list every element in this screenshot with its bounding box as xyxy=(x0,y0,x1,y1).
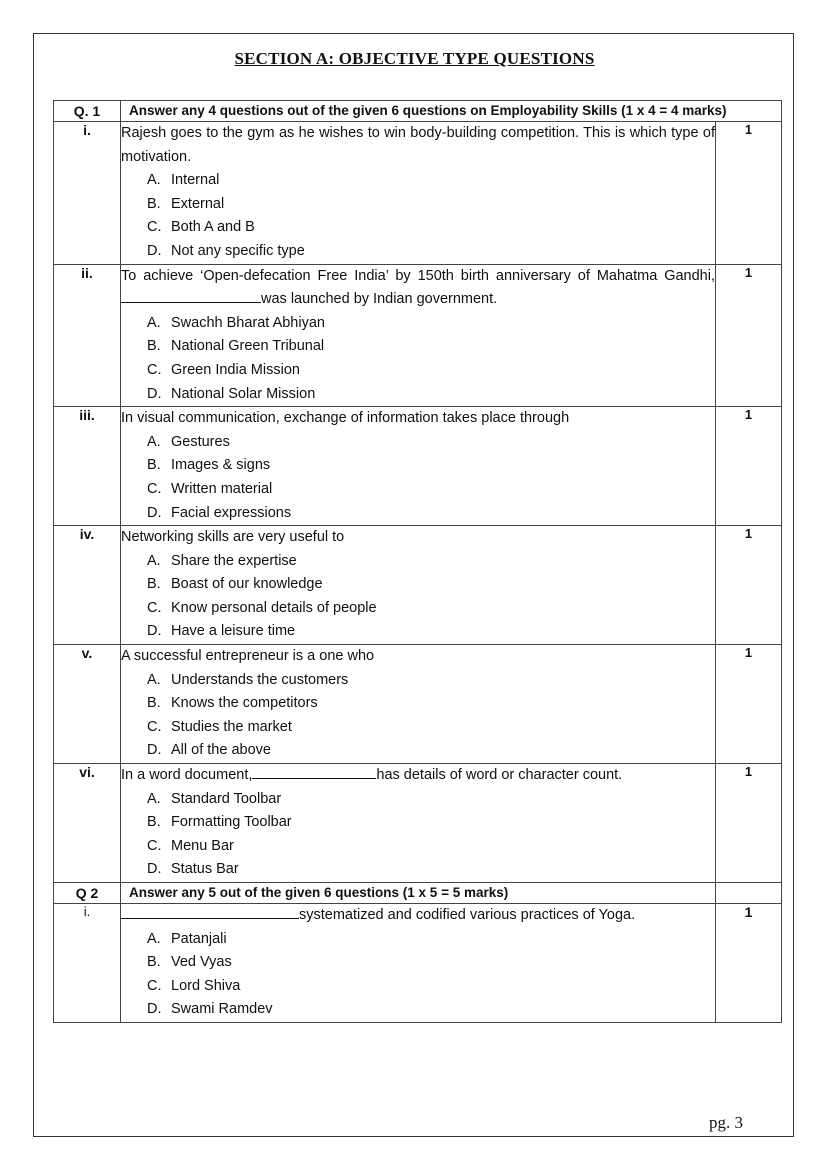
section-title: SECTION A: OBJECTIVE TYPE QUESTIONS xyxy=(234,49,595,68)
option-a: A. Swachh Bharat Abhiyan xyxy=(147,314,325,331)
option-c: C. Menu Bar xyxy=(147,837,234,854)
question-stem: A successful entrepreneur is a one who xyxy=(121,648,375,665)
option-list xyxy=(121,928,715,1022)
q2-marks-empty xyxy=(715,883,781,904)
option-b: B. Images & signs xyxy=(147,457,271,474)
option-c: C. Lord Shiva xyxy=(147,977,241,994)
q2-instruction: Answer any 5 out of the given 6 questions (1 x 5 = 5 marks) xyxy=(121,883,716,904)
question-row xyxy=(54,645,782,764)
page-number: pg. 3 xyxy=(709,1113,743,1132)
option-d: D. National Solar Mission xyxy=(147,385,316,402)
q2-number: Q 2 xyxy=(54,883,121,904)
q1-number: Q. 1 xyxy=(54,101,121,122)
question-number: v. xyxy=(54,645,121,764)
option-c: C. Know personal details of people xyxy=(147,599,377,616)
option-c: C. Green India Mission xyxy=(147,361,300,378)
option-d: D. Have a leisure time xyxy=(147,623,296,640)
option-a: A. Understands the customers xyxy=(147,671,349,688)
question-number: i. xyxy=(54,904,121,1023)
option-d: D. Swami Ramdev xyxy=(147,1001,273,1018)
fill-blank xyxy=(252,764,376,779)
option-b: B. National Green Tribunal xyxy=(147,338,325,355)
question-stem: In visual communication, exchange of information takes place through xyxy=(121,410,570,427)
option-a: A. Gestures xyxy=(147,433,230,450)
option-b: B. Boast of our knowledge xyxy=(147,576,323,593)
question-row xyxy=(54,904,782,1023)
option-d: D. All of the above xyxy=(147,742,271,759)
question-row xyxy=(54,407,782,526)
option-d: D. Status Bar xyxy=(147,861,239,878)
question-stem: Networking skills are very useful to xyxy=(121,529,345,546)
question-number: i. xyxy=(54,122,121,265)
marks: 1 xyxy=(715,526,781,645)
marks: 1 xyxy=(715,764,781,883)
question-content xyxy=(121,264,716,407)
question-row xyxy=(54,264,782,407)
fill-blank xyxy=(121,904,299,919)
question-number: iv. xyxy=(54,526,121,645)
option-a: A. Standard Toolbar xyxy=(147,790,282,807)
option-b: B. External xyxy=(147,195,225,212)
option-c: C. Studies the market xyxy=(147,718,292,735)
option-b: B. Formatting Toolbar xyxy=(147,814,292,831)
option-d: D. Not any specific type xyxy=(147,242,305,259)
option-list xyxy=(121,312,715,406)
option-list xyxy=(121,550,715,644)
q1-header-row xyxy=(54,101,782,122)
question-content xyxy=(121,645,716,764)
question-content xyxy=(121,764,716,883)
question-number: vi. xyxy=(54,764,121,883)
question-content xyxy=(121,526,716,645)
question-row xyxy=(54,764,782,883)
marks: 1 xyxy=(715,904,781,1023)
marks: 1 xyxy=(715,407,781,526)
question-content xyxy=(121,122,716,265)
option-list xyxy=(121,788,715,882)
option-list xyxy=(121,669,715,763)
option-d: D. Facial expressions xyxy=(147,504,292,521)
option-a: A. Internal xyxy=(147,172,220,189)
question-stem: To achieve ‘Open-defecation Free India’ by 150th birth anniversary of Mahatma Gandhi,was launched by Indian government. xyxy=(121,267,715,308)
question-row xyxy=(54,526,782,645)
option-c: C. Both A and B xyxy=(147,219,255,236)
question-content xyxy=(121,904,716,1023)
option-list xyxy=(121,431,715,525)
option-list xyxy=(121,169,715,263)
option-a: A. Patanjali xyxy=(147,930,227,947)
option-b: B. Ved Vyas xyxy=(147,954,232,971)
marks: 1 xyxy=(715,264,781,407)
marks: 1 xyxy=(715,122,781,265)
marks: 1 xyxy=(715,645,781,764)
option-a: A. Share the expertise xyxy=(147,552,297,569)
question-number: ii. xyxy=(54,264,121,407)
question-content xyxy=(121,407,716,526)
question-row xyxy=(54,122,782,265)
question-stem: systematized and codified various practices of Yoga. xyxy=(121,904,715,928)
option-c: C. Written material xyxy=(147,480,273,497)
question-table xyxy=(53,100,782,1023)
q1-instruction: Answer any 4 questions out of the given 6 questions on Employability Skills (1 x 4 = 4 marks) xyxy=(121,101,782,122)
question-stem: In a word document, has details of word or character count. xyxy=(121,764,715,788)
question-number: iii. xyxy=(54,407,121,526)
question-stem: Rajesh goes to the gym as he wishes to win body-building competition. This is which type of motivation. xyxy=(121,125,715,165)
fill-blank xyxy=(121,288,261,303)
option-b: B. Knows the competitors xyxy=(147,695,318,712)
q2-header-row xyxy=(54,883,782,904)
